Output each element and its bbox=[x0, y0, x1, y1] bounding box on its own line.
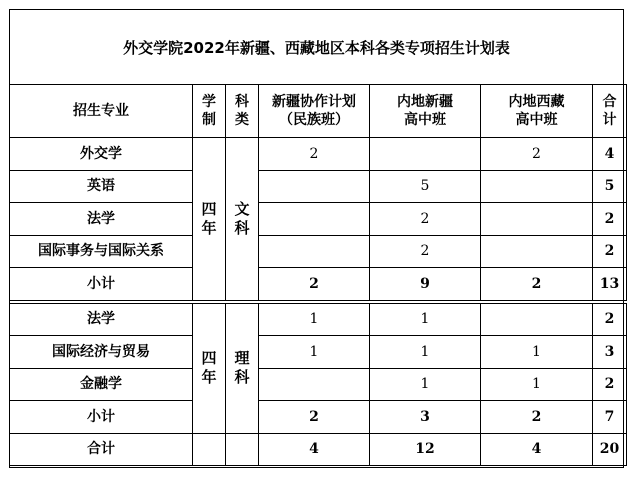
table-row bbox=[10, 368, 627, 401]
table-row bbox=[10, 302, 627, 336]
xinjiang-cell: 5 bbox=[370, 170, 481, 203]
header-duration: 学 制 bbox=[193, 85, 226, 138]
major-cell: 外交学 bbox=[10, 138, 193, 171]
table-row bbox=[10, 203, 627, 236]
subtotal-label: 小计 bbox=[10, 268, 193, 302]
major-cell: 金融学 bbox=[10, 368, 193, 401]
header-major: 招生专业 bbox=[10, 85, 193, 138]
total-cell: 4 bbox=[593, 138, 627, 171]
coop-cell: 1 bbox=[259, 302, 370, 336]
tibet-cell bbox=[481, 302, 593, 336]
table-row bbox=[10, 170, 627, 203]
table-title: 外交学院2022年新疆、西藏地区本科各类专项招生计划表 bbox=[10, 10, 623, 85]
tibet-cell bbox=[481, 235, 593, 268]
subtotal-row bbox=[10, 401, 627, 434]
grand-total-value: 20 bbox=[593, 433, 627, 466]
subtotal-label: 小计 bbox=[10, 401, 193, 434]
tibet-cell bbox=[481, 203, 593, 236]
table-row bbox=[10, 138, 627, 171]
total-cell: 2 bbox=[593, 203, 627, 236]
tibet-grand-total: 4 bbox=[481, 433, 593, 466]
major-cell: 法学 bbox=[10, 203, 193, 236]
header-total: 合 计 bbox=[593, 85, 627, 138]
subtotal-row bbox=[10, 268, 627, 302]
coop-cell bbox=[259, 368, 370, 401]
tibet-cell bbox=[481, 170, 593, 203]
coop-cell: 2 bbox=[259, 138, 370, 171]
grand-total-label: 合计 bbox=[10, 433, 193, 466]
tibet-subtotal: 2 bbox=[481, 268, 593, 302]
total-cell: 2 bbox=[593, 368, 627, 401]
header-inland-xinjiang: 内地新疆 高中班 bbox=[370, 85, 481, 138]
header-category: 科 类 bbox=[226, 85, 259, 138]
coop-subtotal: 2 bbox=[259, 401, 370, 434]
tibet-cell: 2 bbox=[481, 138, 593, 171]
total-cell: 5 bbox=[593, 170, 627, 203]
total-subtotal: 7 bbox=[593, 401, 627, 434]
header-inland-tibet: 内地西藏 高中班 bbox=[481, 85, 593, 138]
tibet-subtotal: 2 bbox=[481, 401, 593, 434]
table-row bbox=[10, 235, 627, 268]
major-cell: 英语 bbox=[10, 170, 193, 203]
xinjiang-cell: 2 bbox=[370, 203, 481, 236]
xinjiang-cell: 2 bbox=[370, 235, 481, 268]
major-cell: 国际经济与贸易 bbox=[10, 336, 193, 369]
coop-grand-total: 4 bbox=[259, 433, 370, 466]
major-cell: 法学 bbox=[10, 302, 193, 336]
total-cell: 3 bbox=[593, 336, 627, 369]
coop-cell bbox=[259, 203, 370, 236]
tibet-cell: 1 bbox=[481, 368, 593, 401]
xinjiang-subtotal: 9 bbox=[370, 268, 481, 302]
xinjiang-subtotal: 3 bbox=[370, 401, 481, 434]
group2-duration: 四 年 bbox=[193, 302, 226, 434]
header-xinjiang-coop: 新疆协作计划 （民族班） bbox=[259, 85, 370, 138]
major-cell: 国际事务与国际关系 bbox=[10, 235, 193, 268]
coop-cell bbox=[259, 235, 370, 268]
group2-category: 理 科 bbox=[226, 302, 259, 434]
total-cell: 2 bbox=[593, 235, 627, 268]
xinjiang-cell: 1 bbox=[370, 336, 481, 369]
xinjiang-grand-total: 12 bbox=[370, 433, 481, 466]
grand-total-row bbox=[10, 433, 627, 466]
coop-subtotal: 2 bbox=[259, 268, 370, 302]
xinjiang-cell: 1 bbox=[370, 368, 481, 401]
xinjiang-cell: 1 bbox=[370, 302, 481, 336]
enrollment-plan-table bbox=[9, 84, 627, 466]
group1-duration: 四 年 bbox=[193, 138, 226, 302]
coop-cell: 1 bbox=[259, 336, 370, 369]
xinjiang-cell bbox=[370, 138, 481, 171]
header-row bbox=[10, 85, 627, 138]
coop-cell bbox=[259, 170, 370, 203]
empty-cell bbox=[193, 433, 226, 466]
table-row bbox=[10, 336, 627, 369]
total-cell: 2 bbox=[593, 302, 627, 336]
group1-category: 文 科 bbox=[226, 138, 259, 302]
enrollment-plan-table-frame bbox=[9, 9, 624, 468]
empty-cell bbox=[226, 433, 259, 466]
tibet-cell: 1 bbox=[481, 336, 593, 369]
total-subtotal: 13 bbox=[593, 268, 627, 302]
